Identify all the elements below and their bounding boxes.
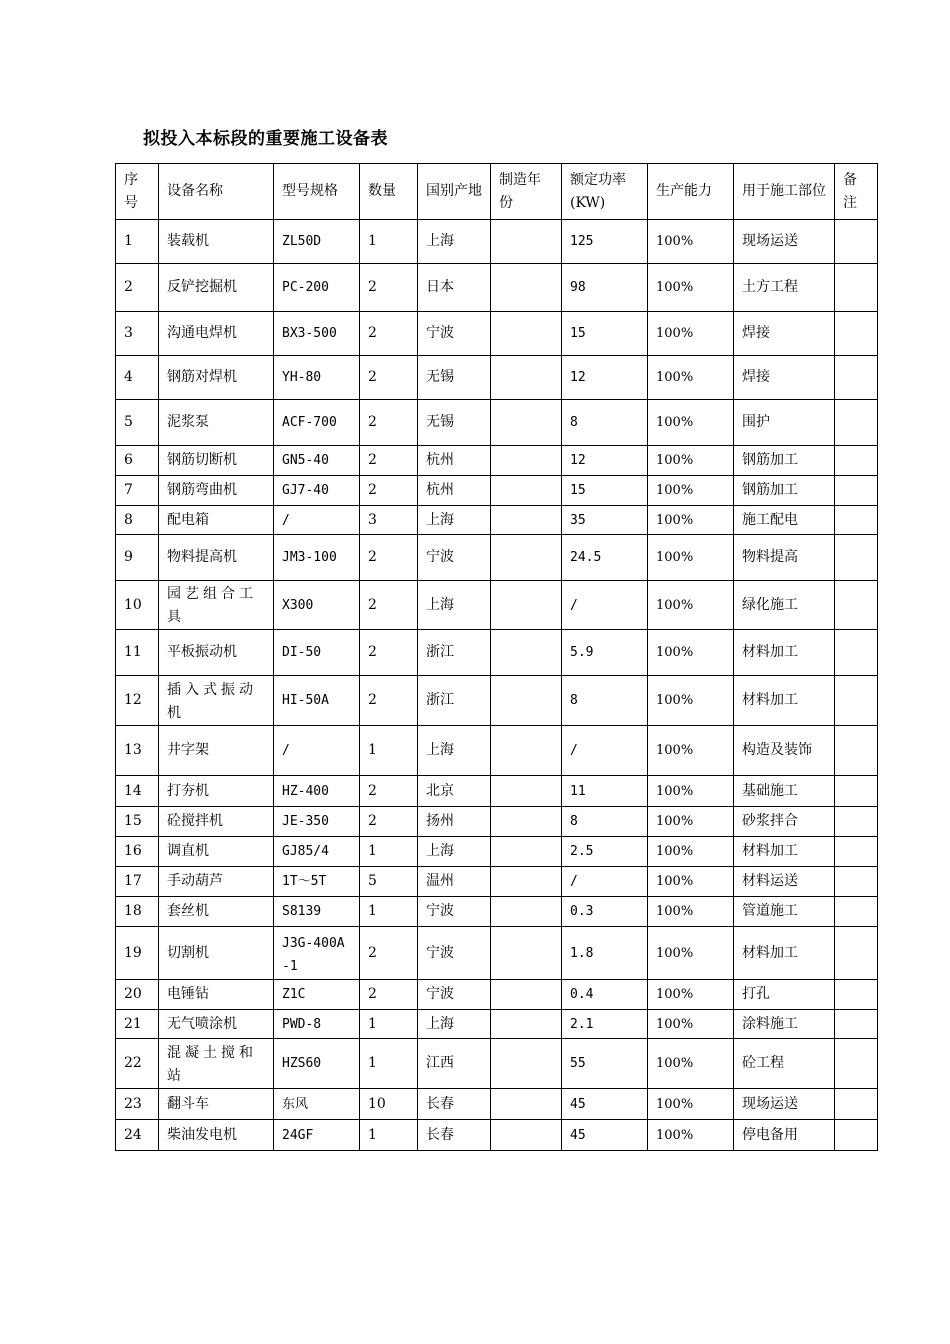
table-row bbox=[116, 356, 878, 400]
cell-year bbox=[491, 837, 562, 867]
cell-year bbox=[491, 506, 562, 535]
cell-power: 15 bbox=[562, 476, 648, 506]
cell-remark bbox=[835, 506, 878, 535]
cell-year bbox=[491, 476, 562, 506]
cell-year bbox=[491, 220, 562, 264]
cell-qty: 1 bbox=[360, 1039, 418, 1089]
cell-seq: 1 bbox=[116, 220, 159, 264]
cell-year bbox=[491, 535, 562, 581]
cell-model: HI-50A bbox=[274, 676, 360, 726]
header-year: 制造年份 bbox=[491, 164, 562, 220]
cell-power: 8 bbox=[562, 807, 648, 837]
table-row bbox=[116, 535, 878, 581]
cell-power: 2.5 bbox=[562, 837, 648, 867]
table-row bbox=[116, 1089, 878, 1120]
cell-use: 材料加工 bbox=[734, 676, 835, 726]
cell-qty: 2 bbox=[360, 807, 418, 837]
cell-model: ZL50D bbox=[274, 220, 360, 264]
cell-use: 物料提高 bbox=[734, 535, 835, 581]
cell-qty: 2 bbox=[360, 476, 418, 506]
cell-use: 基础施工 bbox=[734, 776, 835, 807]
cell-remark bbox=[835, 980, 878, 1010]
cell-name: 钢筋对焊机 bbox=[159, 356, 274, 400]
table-row bbox=[116, 506, 878, 535]
cell-remark bbox=[835, 630, 878, 676]
table-row bbox=[116, 807, 878, 837]
cell-year bbox=[491, 1120, 562, 1151]
cell-origin: 宁波 bbox=[418, 980, 491, 1010]
cell-seq: 15 bbox=[116, 807, 159, 837]
header-power: 额定功率(KW) bbox=[562, 164, 648, 220]
cell-year bbox=[491, 776, 562, 807]
cell-remark bbox=[835, 867, 878, 897]
cell-name: 打夯机 bbox=[159, 776, 274, 807]
cell-capacity: 100% bbox=[648, 476, 734, 506]
header-seq: 序号 bbox=[116, 164, 159, 220]
cell-capacity: 100% bbox=[648, 1120, 734, 1151]
cell-remark bbox=[835, 446, 878, 476]
cell-capacity: 100% bbox=[648, 867, 734, 897]
cell-model: J3G-400A-1 bbox=[274, 927, 360, 980]
cell-capacity: 100% bbox=[648, 356, 734, 400]
cell-use: 焊接 bbox=[734, 312, 835, 356]
cell-seq: 8 bbox=[116, 506, 159, 535]
cell-use: 涂料施工 bbox=[734, 1010, 835, 1039]
table-row bbox=[116, 927, 878, 980]
cell-origin: 北京 bbox=[418, 776, 491, 807]
cell-model: / bbox=[274, 726, 360, 776]
cell-qty: 2 bbox=[360, 980, 418, 1010]
cell-seq: 12 bbox=[116, 676, 159, 726]
cell-use: 钢筋加工 bbox=[734, 446, 835, 476]
cell-use: 施工配电 bbox=[734, 506, 835, 535]
cell-use: 停电备用 bbox=[734, 1120, 835, 1151]
cell-use: 材料加工 bbox=[734, 927, 835, 980]
cell-qty: 2 bbox=[360, 776, 418, 807]
table-row bbox=[116, 630, 878, 676]
table-row bbox=[116, 726, 878, 776]
cell-seq: 11 bbox=[116, 630, 159, 676]
cell-seq: 9 bbox=[116, 535, 159, 581]
cell-origin: 浙江 bbox=[418, 630, 491, 676]
cell-capacity: 100% bbox=[648, 1089, 734, 1120]
table-row bbox=[116, 476, 878, 506]
cell-name: 调直机 bbox=[159, 837, 274, 867]
cell-model: PWD-8 bbox=[274, 1010, 360, 1039]
table-row bbox=[116, 1010, 878, 1039]
cell-power: 11 bbox=[562, 776, 648, 807]
table-row bbox=[116, 312, 878, 356]
cell-capacity: 100% bbox=[648, 807, 734, 837]
cell-capacity: 100% bbox=[648, 581, 734, 630]
table-row bbox=[116, 676, 878, 726]
cell-model: DI-50 bbox=[274, 630, 360, 676]
cell-model: S8139 bbox=[274, 897, 360, 927]
cell-use: 绿化施工 bbox=[734, 581, 835, 630]
cell-origin: 无锡 bbox=[418, 356, 491, 400]
cell-year bbox=[491, 400, 562, 446]
cell-qty: 2 bbox=[360, 535, 418, 581]
table-row bbox=[116, 867, 878, 897]
cell-name: 反铲挖掘机 bbox=[159, 264, 274, 312]
cell-power: / bbox=[562, 867, 648, 897]
cell-remark bbox=[835, 927, 878, 980]
cell-name: 井字架 bbox=[159, 726, 274, 776]
cell-qty: 1 bbox=[360, 837, 418, 867]
cell-capacity: 100% bbox=[648, 400, 734, 446]
table-row bbox=[116, 897, 878, 927]
cell-use: 钢筋加工 bbox=[734, 476, 835, 506]
cell-capacity: 100% bbox=[648, 927, 734, 980]
cell-remark bbox=[835, 1089, 878, 1120]
cell-name: 钢筋切断机 bbox=[159, 446, 274, 476]
cell-year bbox=[491, 264, 562, 312]
cell-seq: 10 bbox=[116, 581, 159, 630]
cell-name: 套丝机 bbox=[159, 897, 274, 927]
table-row bbox=[116, 264, 878, 312]
cell-use: 构造及装饰 bbox=[734, 726, 835, 776]
cell-qty: 5 bbox=[360, 867, 418, 897]
cell-remark bbox=[835, 220, 878, 264]
cell-year bbox=[491, 312, 562, 356]
cell-power: 24.5 bbox=[562, 535, 648, 581]
cell-capacity: 100% bbox=[648, 535, 734, 581]
equipment-table bbox=[115, 163, 878, 1151]
cell-name: 电锤钻 bbox=[159, 980, 274, 1010]
cell-use: 砂浆拌合 bbox=[734, 807, 835, 837]
cell-origin: 杭州 bbox=[418, 446, 491, 476]
cell-year bbox=[491, 581, 562, 630]
cell-use: 材料加工 bbox=[734, 630, 835, 676]
cell-origin: 上海 bbox=[418, 726, 491, 776]
cell-model: BX3-500 bbox=[274, 312, 360, 356]
cell-remark bbox=[835, 807, 878, 837]
cell-seq: 16 bbox=[116, 837, 159, 867]
cell-use: 打孔 bbox=[734, 980, 835, 1010]
cell-name: 钢筋弯曲机 bbox=[159, 476, 274, 506]
cell-year bbox=[491, 676, 562, 726]
cell-use: 土方工程 bbox=[734, 264, 835, 312]
cell-seq: 7 bbox=[116, 476, 159, 506]
cell-seq: 18 bbox=[116, 897, 159, 927]
cell-seq: 3 bbox=[116, 312, 159, 356]
header-origin: 国别产地 bbox=[418, 164, 491, 220]
cell-year bbox=[491, 356, 562, 400]
cell-remark bbox=[835, 676, 878, 726]
cell-qty: 1 bbox=[360, 220, 418, 264]
cell-qty: 2 bbox=[360, 446, 418, 476]
cell-use: 现场运送 bbox=[734, 220, 835, 264]
cell-year bbox=[491, 1010, 562, 1039]
cell-origin: 长春 bbox=[418, 1120, 491, 1151]
cell-name: 园艺组合工具 bbox=[159, 581, 274, 630]
cell-capacity: 100% bbox=[648, 1010, 734, 1039]
cell-qty: 10 bbox=[360, 1089, 418, 1120]
cell-model: JM3-100 bbox=[274, 535, 360, 581]
table-row bbox=[116, 1039, 878, 1089]
cell-model: YH-80 bbox=[274, 356, 360, 400]
cell-seq: 6 bbox=[116, 446, 159, 476]
cell-seq: 20 bbox=[116, 980, 159, 1010]
table-row bbox=[116, 837, 878, 867]
cell-origin: 温州 bbox=[418, 867, 491, 897]
cell-year bbox=[491, 980, 562, 1010]
cell-model: X300 bbox=[274, 581, 360, 630]
cell-power: / bbox=[562, 581, 648, 630]
cell-remark bbox=[835, 581, 878, 630]
cell-power: 0.3 bbox=[562, 897, 648, 927]
cell-name: 混凝土搅和站 bbox=[159, 1039, 274, 1089]
cell-seq: 14 bbox=[116, 776, 159, 807]
cell-use: 砼工程 bbox=[734, 1039, 835, 1089]
cell-model: 1T～5T bbox=[274, 867, 360, 897]
cell-model: HZ-400 bbox=[274, 776, 360, 807]
cell-origin: 宁波 bbox=[418, 927, 491, 980]
header-remark: 备注 bbox=[835, 164, 878, 220]
cell-origin: 宁波 bbox=[418, 535, 491, 581]
cell-power: 0.4 bbox=[562, 980, 648, 1010]
cell-qty: 2 bbox=[360, 581, 418, 630]
cell-model: HZS60 bbox=[274, 1039, 360, 1089]
cell-power: 5.9 bbox=[562, 630, 648, 676]
table-row bbox=[116, 776, 878, 807]
cell-remark bbox=[835, 726, 878, 776]
cell-origin: 上海 bbox=[418, 837, 491, 867]
cell-capacity: 100% bbox=[648, 980, 734, 1010]
cell-use: 焊接 bbox=[734, 356, 835, 400]
cell-remark bbox=[835, 1120, 878, 1151]
cell-remark bbox=[835, 535, 878, 581]
cell-name: 插入式振动机 bbox=[159, 676, 274, 726]
cell-name: 柴油发电机 bbox=[159, 1120, 274, 1151]
cell-qty: 1 bbox=[360, 897, 418, 927]
cell-name: 无气喷涂机 bbox=[159, 1010, 274, 1039]
cell-year bbox=[491, 867, 562, 897]
cell-seq: 21 bbox=[116, 1010, 159, 1039]
cell-power: / bbox=[562, 726, 648, 776]
cell-power: 125 bbox=[562, 220, 648, 264]
cell-capacity: 100% bbox=[648, 776, 734, 807]
cell-remark bbox=[835, 1039, 878, 1089]
cell-power: 12 bbox=[562, 446, 648, 476]
cell-remark bbox=[835, 837, 878, 867]
cell-qty: 1 bbox=[360, 1120, 418, 1151]
cell-name: 平板振动机 bbox=[159, 630, 274, 676]
cell-qty: 1 bbox=[360, 1010, 418, 1039]
cell-model: JE-350 bbox=[274, 807, 360, 837]
cell-model: 24GF bbox=[274, 1120, 360, 1151]
cell-seq: 17 bbox=[116, 867, 159, 897]
cell-qty: 2 bbox=[360, 630, 418, 676]
cell-model: PC-200 bbox=[274, 264, 360, 312]
cell-seq: 4 bbox=[116, 356, 159, 400]
cell-capacity: 100% bbox=[648, 726, 734, 776]
cell-name: 手动葫芦 bbox=[159, 867, 274, 897]
header-capacity: 生产能力 bbox=[648, 164, 734, 220]
cell-name: 切割机 bbox=[159, 927, 274, 980]
cell-capacity: 100% bbox=[648, 630, 734, 676]
cell-power: 15 bbox=[562, 312, 648, 356]
cell-capacity: 100% bbox=[648, 1039, 734, 1089]
cell-year bbox=[491, 1039, 562, 1089]
cell-origin: 宁波 bbox=[418, 897, 491, 927]
cell-origin: 上海 bbox=[418, 506, 491, 535]
cell-power: 35 bbox=[562, 506, 648, 535]
cell-seq: 2 bbox=[116, 264, 159, 312]
cell-name: 配电箱 bbox=[159, 506, 274, 535]
header-use: 用于施工部位 bbox=[734, 164, 835, 220]
cell-model: Z1C bbox=[274, 980, 360, 1010]
cell-origin: 上海 bbox=[418, 220, 491, 264]
cell-remark bbox=[835, 400, 878, 446]
cell-power: 55 bbox=[562, 1039, 648, 1089]
cell-power: 45 bbox=[562, 1089, 648, 1120]
cell-power: 1.8 bbox=[562, 927, 648, 980]
cell-year bbox=[491, 807, 562, 837]
cell-origin: 杭州 bbox=[418, 476, 491, 506]
cell-name: 砼搅拌机 bbox=[159, 807, 274, 837]
cell-model: / bbox=[274, 506, 360, 535]
table-row bbox=[116, 220, 878, 264]
page-title: 拟投入本标段的重要施工设备表 bbox=[143, 129, 388, 149]
cell-origin: 扬州 bbox=[418, 807, 491, 837]
cell-capacity: 100% bbox=[648, 837, 734, 867]
cell-capacity: 100% bbox=[648, 312, 734, 356]
header-qty: 数量 bbox=[360, 164, 418, 220]
cell-use: 管道施工 bbox=[734, 897, 835, 927]
cell-year bbox=[491, 726, 562, 776]
cell-power: 12 bbox=[562, 356, 648, 400]
cell-origin: 江西 bbox=[418, 1039, 491, 1089]
cell-power: 2.1 bbox=[562, 1010, 648, 1039]
cell-origin: 上海 bbox=[418, 581, 491, 630]
cell-year bbox=[491, 630, 562, 676]
cell-capacity: 100% bbox=[648, 264, 734, 312]
table-row bbox=[116, 1120, 878, 1151]
cell-remark bbox=[835, 776, 878, 807]
cell-capacity: 100% bbox=[648, 446, 734, 476]
cell-model: GJ85/4 bbox=[274, 837, 360, 867]
cell-origin: 长春 bbox=[418, 1089, 491, 1120]
cell-remark bbox=[835, 312, 878, 356]
cell-model: GJ7-40 bbox=[274, 476, 360, 506]
cell-origin: 无锡 bbox=[418, 400, 491, 446]
cell-qty: 2 bbox=[360, 400, 418, 446]
cell-name: 泥浆泵 bbox=[159, 400, 274, 446]
cell-qty: 3 bbox=[360, 506, 418, 535]
cell-seq: 24 bbox=[116, 1120, 159, 1151]
header-name: 设备名称 bbox=[159, 164, 274, 220]
header-row bbox=[116, 164, 878, 220]
cell-qty: 2 bbox=[360, 264, 418, 312]
cell-name: 沟通电焊机 bbox=[159, 312, 274, 356]
cell-qty: 2 bbox=[360, 312, 418, 356]
cell-qty: 2 bbox=[360, 676, 418, 726]
cell-power: 45 bbox=[562, 1120, 648, 1151]
cell-remark bbox=[835, 476, 878, 506]
cell-origin: 宁波 bbox=[418, 312, 491, 356]
cell-capacity: 100% bbox=[648, 220, 734, 264]
cell-use: 现场运送 bbox=[734, 1089, 835, 1120]
cell-model: 东风 bbox=[274, 1089, 360, 1120]
cell-origin: 浙江 bbox=[418, 676, 491, 726]
cell-use: 材料运送 bbox=[734, 867, 835, 897]
cell-year bbox=[491, 927, 562, 980]
table-row bbox=[116, 980, 878, 1010]
table-row bbox=[116, 400, 878, 446]
cell-qty: 2 bbox=[360, 927, 418, 980]
cell-seq: 22 bbox=[116, 1039, 159, 1089]
cell-use: 围护 bbox=[734, 400, 835, 446]
cell-seq: 19 bbox=[116, 927, 159, 980]
cell-qty: 2 bbox=[360, 356, 418, 400]
cell-capacity: 100% bbox=[648, 506, 734, 535]
cell-capacity: 100% bbox=[648, 897, 734, 927]
cell-remark bbox=[835, 897, 878, 927]
cell-power: 8 bbox=[562, 400, 648, 446]
cell-name: 翻斗车 bbox=[159, 1089, 274, 1120]
cell-remark bbox=[835, 356, 878, 400]
cell-name: 装载机 bbox=[159, 220, 274, 264]
cell-seq: 5 bbox=[116, 400, 159, 446]
table-row bbox=[116, 446, 878, 476]
cell-seq: 13 bbox=[116, 726, 159, 776]
cell-remark bbox=[835, 1010, 878, 1039]
cell-power: 8 bbox=[562, 676, 648, 726]
cell-year bbox=[491, 446, 562, 476]
cell-year bbox=[491, 1089, 562, 1120]
cell-seq: 23 bbox=[116, 1089, 159, 1120]
cell-use: 材料加工 bbox=[734, 837, 835, 867]
cell-origin: 日本 bbox=[418, 264, 491, 312]
header-model: 型号规格 bbox=[274, 164, 360, 220]
cell-power: 98 bbox=[562, 264, 648, 312]
cell-origin: 上海 bbox=[418, 1010, 491, 1039]
cell-capacity: 100% bbox=[648, 676, 734, 726]
cell-model: GN5-40 bbox=[274, 446, 360, 476]
cell-model: ACF-700 bbox=[274, 400, 360, 446]
cell-qty: 1 bbox=[360, 726, 418, 776]
cell-name: 物料提高机 bbox=[159, 535, 274, 581]
cell-year bbox=[491, 897, 562, 927]
table-row bbox=[116, 581, 878, 630]
cell-remark bbox=[835, 264, 878, 312]
